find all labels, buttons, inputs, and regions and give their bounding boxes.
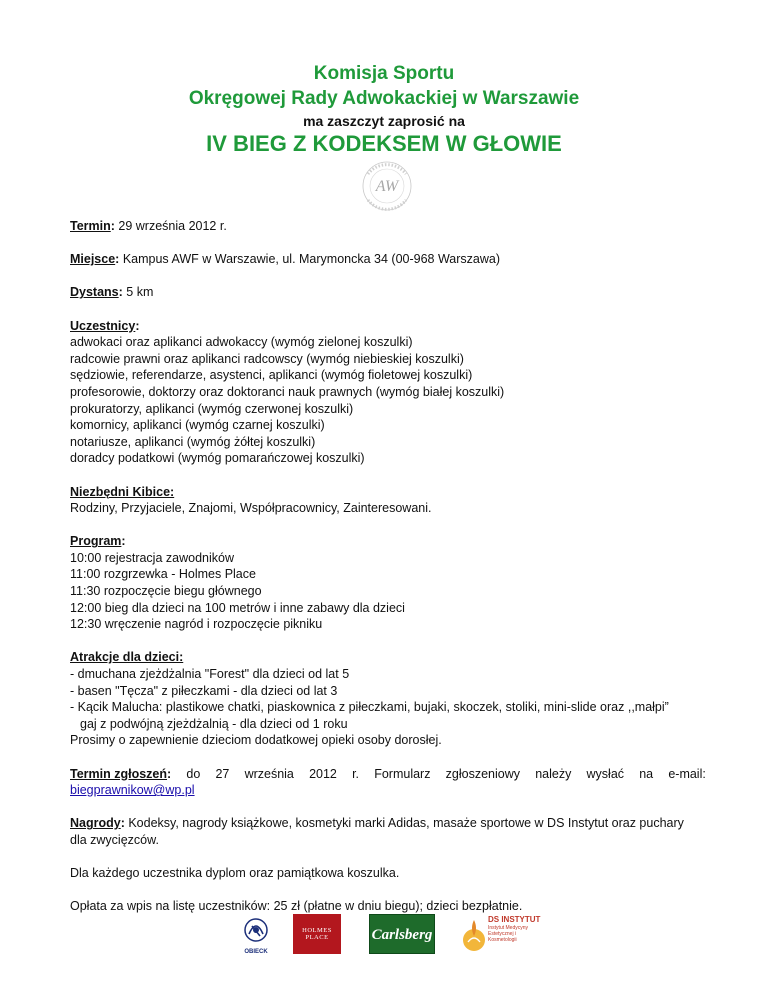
program-item: 12:00 bieg dla dzieci na 100 metrów i inne zabawy dla dzieci	[70, 600, 405, 615]
date-value: 29 września 2012 r.	[114, 219, 227, 233]
registration-word: września	[244, 766, 294, 781]
prizes-text: Kodeksy, nagrody książkowe, kosmetyki marki Adidas, masaże sportowe w DS Instytut oraz puchary	[124, 816, 684, 831]
registration-label: Termin zgłoszeń	[70, 766, 168, 781]
registration-word: zgłoszeniowy	[445, 766, 521, 781]
prizes-section: Nagrody: Kodeksy, nagrody książkowe, kosmetyki marki Adidas, masaże sportowe w DS Instytut oraz puchary dla zwycięzców.	[70, 815, 706, 848]
location-value: Kampus AWF w Warszawie, ul. Marymoncka 34 (00-968 Warszawa)	[119, 252, 501, 267]
event-title: IV BIEG Z KODEKSEM W GŁOWIE	[206, 131, 562, 156]
supporters-text: Rodziny, Przyjaciele, Znajomi, Współpracownicy, Zainteresowani.	[70, 501, 432, 516]
organizer-title: Komisja Sportu	[313, 63, 455, 84]
list-item: prokuratorzy, aplikanci (wymóg czerwonej koszulki)	[70, 401, 354, 416]
list-item: profesorowie, doktorzy oraz doktoranci nauk prawnych (wymóg białej koszulki)	[70, 384, 505, 399]
program-item: 11:00 rozgrzewka - Holmes Place	[70, 567, 256, 582]
program-item: 12:30 wręczenie nagród i rozpoczęcie pikniku	[70, 617, 323, 632]
ds-instytut-logo	[462, 912, 544, 958]
registration-word: 27	[215, 766, 230, 781]
list-item: adwokaci oraz aplikanci adwokaccy (wymóg zielonej koszulki)	[70, 335, 413, 350]
location-label: Miejsce	[70, 252, 116, 267]
registration-word: należy	[535, 766, 572, 781]
registration-line: Termin zgłoszeń: do 27 września 2012 r. Formularz zgłoszeniowy należy wysłać na e-mail:	[70, 766, 706, 781]
list-item: radcowie prawni oraz aplikanci radcowscy (wymóg niebieskiej koszulki)	[70, 351, 464, 366]
fee-note: Opłata za wpis na listę uczestników: 25 zł (płatne w dniu biegu); dzieci bezpłatnie.	[70, 899, 523, 914]
participants-section: Uczestnicy: adwokaci oraz aplikanci adwokaccy (wymóg zielonej koszulki) radcowie prawni oraz aplikanci radcowscy (wymóg niebieskiej koszulki) sędziowie, referendarze, asystenci, aplikanci (wymóg fioletowej koszulki) profesorowie, doktorzy oraz doktoranci nauk prawnych (wymóg białej koszulki) prokuratorzy, aplikanci (wymóg czerwonej koszulki) komornicy, aplikanci (wymóg czarnej koszulki) notariusze, aplikanci (wymóg żółtej koszulki) doradcy podatkowi (wymóg pomarańczowej koszulki)	[70, 318, 706, 467]
program-item: 11:30 rozpoczęcie biegu głównego	[70, 584, 262, 599]
list-item: sędziowie, referendarze, asystenci, aplikanci (wymóg fioletowej koszulki)	[70, 368, 473, 383]
obiect-label: OBIECK	[244, 949, 268, 955]
obiect-logo	[236, 912, 276, 956]
registration-word: wysłać	[586, 766, 625, 781]
registration-word: na	[639, 766, 654, 781]
invitation-text: ma zaszczyt zaprosić na	[303, 113, 465, 129]
program-section: Program: 10:00 rejestracja zawodników 11:00 rozgrzewka - Holmes Place 11:30 rozpoczęcie biegu głównego 12:00 bieg dla dzieci na 100 metrów i inne zabawy dla dzieci 12:30 wręczenie nagród i rozpoczęcie pikniku	[70, 533, 706, 633]
attraction-item: - basen "Tęcza" z piłeczkami - dla dzieci od lat 3	[70, 683, 338, 698]
registration-word: e-mail:	[668, 766, 706, 781]
list-item: notariusze, aplikanci (wymóg żółtej koszulki)	[70, 434, 316, 449]
distance-label: Dystans	[70, 285, 119, 300]
diploma-note: Dla każdego uczestnika dyplom oraz pamiątkowa koszulka.	[70, 866, 400, 881]
distance-value: 5 km	[122, 285, 154, 300]
attraction-item-continued: gaj z podwójną zjeżdżalnią - dla dzieci od 1 roku	[80, 716, 348, 731]
registration-email-link[interactable]: biegprawnikow@wp.pl	[70, 783, 195, 798]
program-label: Program	[70, 534, 122, 549]
organizer-subtitle: Okręgowej Rady Adwokackiej w Warszawie	[188, 88, 580, 109]
ds-instytut-icon	[462, 914, 486, 954]
participants-label: Uczestnicy	[70, 318, 136, 333]
logo-mark: AW	[375, 178, 399, 195]
attraction-item: - Kącik Malucha: plastikowe chatki, piaskownica z piłeczkami, bujaki, skoczek, stoliki, mini-slide oraz ,,małpi”	[70, 700, 669, 715]
holmes-line2: PLACE	[305, 934, 329, 941]
program-item: 10:00 rejestracja zawodników	[70, 550, 234, 565]
list-item: komornicy, aplikanci (wymóg czarnej koszulki)	[70, 418, 325, 433]
distance-section: Dystans: 5 km	[70, 285, 154, 300]
ds-instytut-subtitle: Instytut Medycyny Estetycznej i Kosmetologii	[488, 925, 529, 943]
ds-instytut-title: DS INSTYTUT	[488, 915, 541, 924]
carlsberg-logo: Carlsberg	[369, 914, 435, 954]
sponsor-logos	[0, 912, 768, 962]
registration-word: 2012	[309, 766, 337, 781]
prizes-text-continued: dla zwycięzców.	[70, 832, 159, 847]
date-label: Termin	[70, 219, 111, 233]
supporters-section	[70, 484, 706, 517]
registration-word: r.	[352, 766, 360, 781]
registration-word: Formularz	[374, 766, 431, 781]
supporters-label: Niezbędni Kibice:	[70, 484, 175, 499]
registration-word: do	[186, 766, 201, 781]
registration-section	[70, 766, 706, 799]
holmes-place-logo	[293, 914, 341, 954]
supervision-note: Prosimy o zapewnienie dzieciom dodatkowej opieki osoby dorosłej.	[70, 733, 442, 748]
kids-attractions-label: Atrakcje dla dzieci:	[70, 650, 184, 665]
holmes-line1: HOLMES	[302, 927, 332, 934]
event-details	[70, 218, 706, 932]
date-section: Termin: 29 września 2012 r.	[70, 219, 227, 233]
attraction-item: - dmuchana zjeżdżalnia "Forest" dla dzieci od lat 5	[70, 667, 350, 682]
location-section: Miejsce: Kampus AWF w Warszawie, ul. Marymoncka 34 (00-968 Warszawa)	[70, 252, 501, 267]
bar-association-logo	[352, 160, 422, 212]
kids-attractions-section	[70, 649, 706, 749]
prizes-label: Nagrody	[70, 816, 121, 831]
list-item: doradcy podatkowi (wymóg pomarańczowej koszulki)	[70, 451, 365, 466]
